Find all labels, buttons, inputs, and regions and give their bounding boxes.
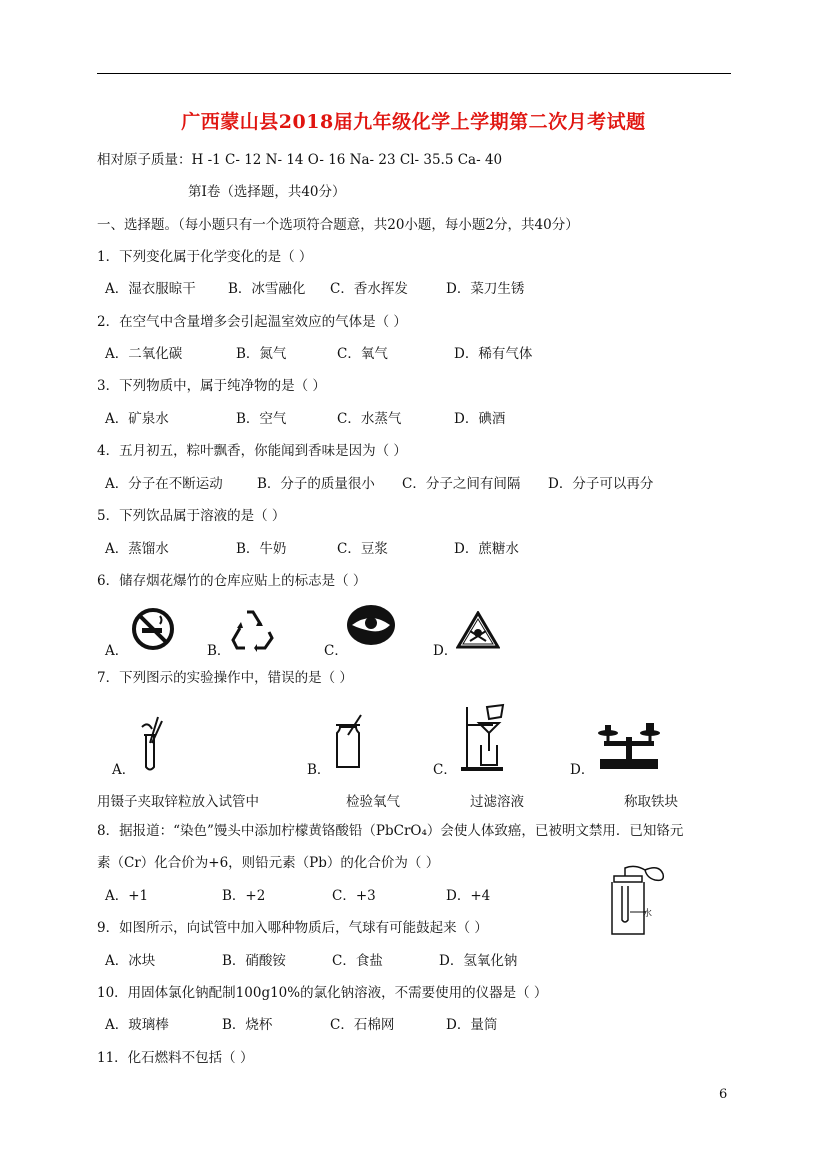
part1-heading: 一、选择题。（每小题只有一个选项符合题意，共20小题，每小题2分，共40分） xyxy=(97,217,579,233)
q1-option-a: A．湿衣服晾干 xyxy=(105,281,196,297)
q4-option-b: B．分子的质量很小 xyxy=(257,476,375,492)
q4-option-a: A．分子在不断运动 xyxy=(105,476,223,492)
q5-option-b: B．牛奶 xyxy=(236,541,287,557)
question-5-stem: 5．下列饮品属于溶液的是（ ） xyxy=(97,508,286,524)
q3-option-b: B．空气 xyxy=(236,411,287,427)
q3-option-d: D．碘酒 xyxy=(454,411,506,427)
question-4-stem: 4．五月初五，粽叶飘香，你能闻到香味是因为（ ） xyxy=(97,443,407,459)
q7-option-d: D． xyxy=(570,762,595,778)
q7-caption-c: 过滤溶液 xyxy=(470,794,524,810)
q10-option-b: B．烧杯 xyxy=(222,1017,273,1033)
question-7-stem: 7．下列图示的实验操作中，错误的是（ ） xyxy=(97,670,353,686)
q10-option-d: D．量筒 xyxy=(446,1017,498,1033)
q8-option-d: D．+4 xyxy=(446,888,491,904)
question-11-stem: 11．化石燃料不包括（ ） xyxy=(97,1050,254,1066)
q5-option-c: C．豆浆 xyxy=(337,541,388,557)
page-number: 6 xyxy=(719,1087,728,1102)
filtration-apparatus-figure xyxy=(457,703,507,773)
q8-option-a: A．+1 xyxy=(105,888,149,904)
header-rule xyxy=(97,73,731,74)
q7-option-a: A． xyxy=(112,762,136,778)
question-1-stem: 1．下列变化属于化学变化的是（ ） xyxy=(97,249,313,265)
recycle-sign-icon xyxy=(229,606,277,652)
q6-option-d: D． xyxy=(433,643,458,659)
q3-option-a: A．矿泉水 xyxy=(105,411,169,427)
q6-option-a: A． xyxy=(105,643,129,659)
question-8-stem-line2: 素（Cr）化合价为+6，则铅元素（Pb）的化合价为（ ） xyxy=(97,855,440,871)
question-3-stem: 3．下列物质中，属于纯净物的是（ ） xyxy=(97,378,326,394)
q9-option-a: A．冰块 xyxy=(105,953,156,969)
q1-option-b: B．冰雪融化 xyxy=(228,281,306,297)
question-2-stem: 2．在空气中含量增多会引起温室效应的气体是（ ） xyxy=(97,314,407,330)
q7-caption-b: 检验氧气 xyxy=(346,794,400,810)
q10-option-c: C．石棉网 xyxy=(330,1017,395,1033)
q7-caption-d: 称取铁块 xyxy=(624,794,678,810)
water-reactive-sign-icon xyxy=(346,603,396,647)
q8-option-c: C．+3 xyxy=(332,888,376,904)
q7-option-b: B． xyxy=(307,762,331,778)
atomic-masses: 相对原子质量：H -1 C- 12 N- 14 O- 16 Na- 23 Cl- 35.5 Ca- 40 xyxy=(97,152,503,168)
q3-option-c: C．水蒸气 xyxy=(337,411,402,427)
q5-option-d: D．蔗糖水 xyxy=(454,541,519,557)
q4-option-c: C．分子之间有间隔 xyxy=(402,476,521,492)
question-10-stem: 10．用固体氯化钠配制100g10%的氯化钠溶液，不需要使用的仪器是（ ） xyxy=(97,985,548,1001)
toxic-hazard-sign-icon xyxy=(456,611,500,649)
q6-option-b: B． xyxy=(207,643,231,659)
q7-option-c: C． xyxy=(433,762,457,778)
q6-option-c: C． xyxy=(324,643,348,659)
q9-option-b: B．硝酸铵 xyxy=(222,953,286,969)
q9-option-c: C．食盐 xyxy=(332,953,383,969)
q8-option-b: B．+2 xyxy=(222,888,266,904)
q2-option-d: D．稀有气体 xyxy=(454,346,533,362)
q2-option-a: A．二氧化碳 xyxy=(105,346,183,362)
balloon-flask-figure xyxy=(604,864,674,938)
q4-option-d: D．分子可以再分 xyxy=(548,476,654,492)
water-label: 水 xyxy=(643,909,653,919)
q7-caption-a: 用镊子夹取锌粒放入试管中 xyxy=(97,794,259,810)
q10-option-a: A．玻璃棒 xyxy=(105,1017,169,1033)
section-title: 第Ⅰ卷（选择题，共40分） xyxy=(188,184,346,200)
balance-scale-figure xyxy=(594,711,664,773)
q1-option-d: D．菜刀生锈 xyxy=(446,281,525,297)
q2-option-c: C．氧气 xyxy=(337,346,388,362)
q9-option-d: D．氢氧化钠 xyxy=(439,953,518,969)
question-6-stem: 6．储存烟花爆竹的仓库应贴上的标志是（ ） xyxy=(97,573,367,589)
page-title: 广西蒙山县2018届九年级化学上学期第二次月考试题 xyxy=(181,111,646,133)
question-9-stem: 9．如图所示，向试管中加入哪种物质后，气球有可能鼓起来（ ） xyxy=(97,920,488,936)
q2-option-b: B．氮气 xyxy=(236,346,287,362)
tweezers-test-tube-figure xyxy=(138,713,164,773)
oxygen-test-bottle-figure xyxy=(331,713,365,771)
q1-option-c: C．香水挥发 xyxy=(330,281,408,297)
q5-option-a: A．蒸馏水 xyxy=(105,541,169,557)
question-8-stem-line1: 8．据报道：“染色”馒头中添加柠檬黄铬酸铅（PbCrO₄）会使人体致癌，已被明文禁用．已知铬元 xyxy=(97,823,684,839)
no-smoking-sign-icon xyxy=(130,606,176,652)
